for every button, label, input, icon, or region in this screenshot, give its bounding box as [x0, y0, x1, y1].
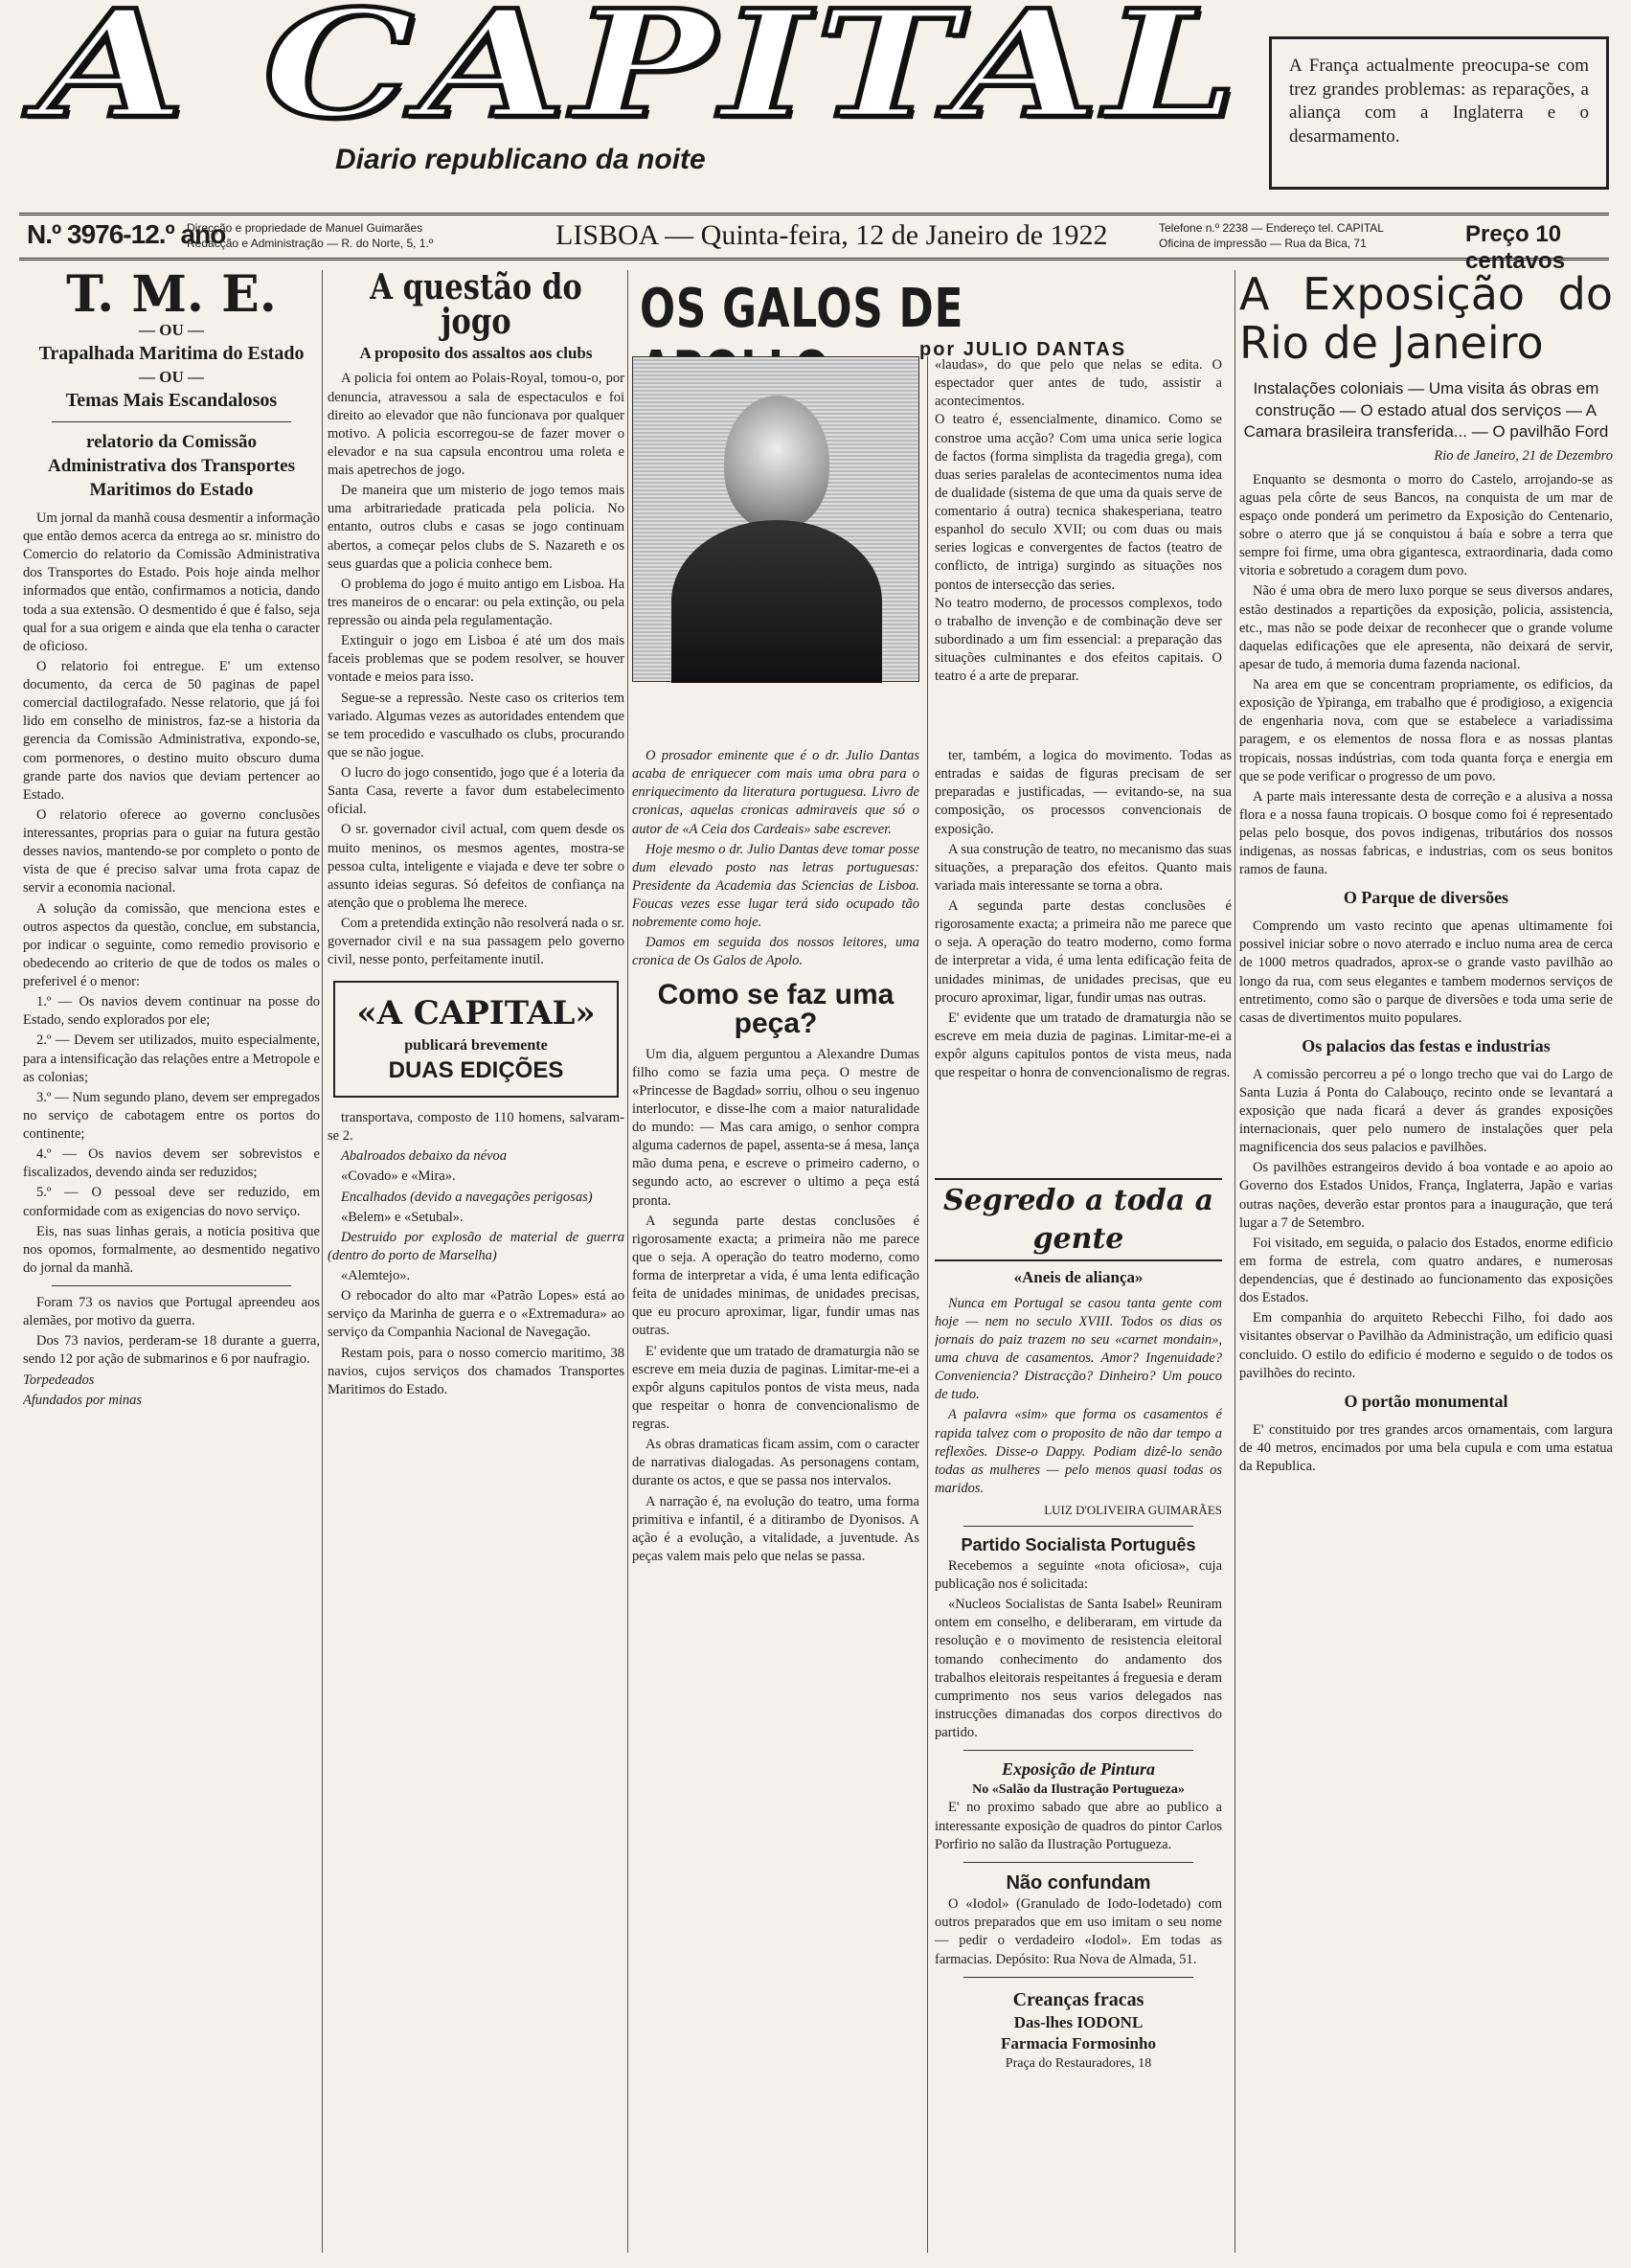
section-heading: Partido Socialista Português — [961, 1535, 1196, 1555]
article-dateline: Rio de Janeiro, 21 de Dezembro — [1434, 447, 1613, 464]
paragraph: «Nucleos Socialistas de Santa Isabel» Reuniram ontem em conselho, e deliberaram, em virtude da resolução e o movimento de resistencia eleitoral tomando conhecimento do andamento dos trabalhos eleitorais respeitantes á freguesia e deram cumprimento nos seus varios delegados nas instrucções dimanadas dos corpos directivos do partido. — [935, 1597, 1222, 1741]
list-heading: Destruido por explosão de material de guerra (dentro do porto de Marselha) — [328, 1229, 624, 1263]
announcement-title: «A CAPITAL» — [356, 994, 596, 1033]
ad-line: Farmacia Formosinho — [1001, 2034, 1156, 2053]
article-author: por JULIO DANTAS — [919, 339, 1127, 360]
paragraph: As obras dramaticas ficam assim, com o caracter de narrativas dialogadas. As personagens contam, durante os actos, e que se passa nos intervalos. — [632, 1437, 919, 1489]
portrait-caption: Hoje mesmo o dr. Julio Dantas deve tomar posse dum elevado posto nas letras portuguesas: Presidente da Academia das Sciencias de Lisboa. Foucas vezes esse lugar terá sido ocupado tão nobremente como hoje. — [632, 841, 919, 931]
paragraph: Um dia, alguem perguntou a Alexandre Dumas filho como se fazia uma peça. O mestre de «Princesse de Bagdad» sorriu, olhou o seu ingenuo interlocutor, e disse-lhe com a maior naturalidade do mundo: — Mas cara amigo, o senhor compra alguma cadernos de papel, assenta-se á mesa, lança mão duma pena, e escreve o primeiro caderno, o segundo acto, ao escrever o ultimo a peça está pronta. — [632, 1046, 919, 1209]
paragraph: Recebemos a seguinte «nota oficiosa», cuja publicação nos é solicitada: — [935, 1557, 1222, 1593]
price: Preço 10 centavos — [1465, 221, 1566, 274]
contact-line-2: Oficina de impressão — Rua da Bica, 71 — [1159, 236, 1367, 250]
paragraph: transportava, composto de 110 homens, salvaram-se 2. — [328, 1110, 624, 1145]
column-rule — [927, 356, 928, 2253]
direction-line-1: Direcção e propriedade de Manuel Guimarães — [187, 221, 423, 235]
article-questao-do-jogo — [328, 270, 624, 2253]
paragraph: A comissão percorreu a pé o longo trecho que vai do Largo de Santa Luzia á Ponta do Calabouço, recinto onde se levantará a exposição que nada ficará a dever ás grandes exposições internacionais, quer pelo numero de instalações quer pela magnificencia dos seus palacios e pavilhões. — [1239, 1066, 1613, 1156]
paragraph: O relatorio oferece ao governo conclusões interessantes, proprias para o guiar na futura gestão desses navios, mantendo-se por completo o ponto de vista de que é preciso salvar uma frota capaz de servir a economia nacional. — [23, 806, 320, 896]
section-heading: O Parque de diversões — [1343, 888, 1509, 908]
paragraph: A solução da comissão, que menciona estes e outros aspectos da questão, conclue, em substancia, por indicar o seguinte, como remedio provisorio e obedecendo ao criterio de que de todos os males o preferivel é o menor: — [23, 900, 320, 990]
ad-line: Das-lhes IODONL — [1013, 2013, 1144, 2032]
paragraph: Enquanto se desmonta o morro do Castelo, arrojando-se as aguas pela côrte de seus Bancos, na conquista de um mar de espaço onde ponderá um perimetro da Exposição do Centenario, sobre o aterro que já se conquistou á baía e sobre a terra que sempre foi firme, uma obra gigantesca, extraordinaria, dada como vitoria e sobretudo a coragem dum povo. — [1239, 471, 1613, 579]
paragraph: O «Iodol» (Granulado de Iodo-Iodetado) com outros preparados que em uso imitam o seu nome — pedir o verdadeiro «Iodol». Em todas as farmacias. Depósito: Rua Nova de Almada, 51. — [935, 1896, 1222, 1967]
section-title: Segredo a toda a gente — [935, 1178, 1222, 1261]
direction-info — [187, 221, 512, 251]
column-rule — [627, 270, 628, 2253]
article-tme — [23, 270, 320, 2253]
article-galos-intro — [935, 356, 1222, 739]
paragraph: E' constituido por tres grandes arcos ornamentais, com largura de 40 metros, encimados por uma bela cupula e com uma estatua da Republica. — [1239, 1421, 1613, 1474]
paragraph: Nunca em Portugal se casou tanta gente com hoje — nem no seculo XVIII. Todos os dias os jornais do paiz trazem no seu «carnet mondain», uma chuva de casamentos. Amor? Ingenuidade? Conveniencia? Distracção? Dinheiro? Um pouco de tudo. — [935, 1295, 1222, 1403]
paragraph: Com a pretendida extinção não resolverá nada o sr. governador civil e na sua passagem pelo governo civil, nesse ponto, perfeitamente inutil. — [328, 916, 624, 968]
paragraph: «laudas», do que pelo que nelas se edita. O espectador quer antes de tudo, assistir a acontecimentos. — [935, 357, 1222, 410]
paragraph: Em companhia do arquiteto Rebecchi Filho, foi dado aos visitantes observar o Pavilhão da Administração, um edificio quasi concluido. O estilo do edificio é moderno e seguido o de todos os pavilhões do recinto. — [1239, 1310, 1613, 1381]
article-subtitle: Temas Mais Escandalosos — [65, 390, 278, 412]
masthead — [19, 0, 1631, 215]
article-segredo — [935, 1178, 1222, 2251]
article-title: A Exposição do Rio de Janeiro — [1239, 270, 1613, 369]
paragraph: Foram 73 os navios que Portugal apreendeu aos alemães, por motivo da guerra. — [23, 1295, 320, 1329]
article-title: A questão do jogo — [370, 270, 582, 342]
author-portrait — [632, 356, 919, 682]
list-heading: Afundados por minas — [23, 1392, 143, 1408]
paragraph: A parte mais interessante desta de correção e a alusiva a nossa flora e a nossa fauna tropicais. O bosque como foi é representado pelas pelo bosque, dos povos indigenas, tributários dos nossos indigenas, as nossas fabricas, e industrias, com os seus bonitos ramos de fauna. — [1239, 788, 1613, 878]
paragraph: De maneira que um misterio de jogo temos mais uma arbitrariedade praticada pela policia. No entanto, outros clubs e casas se jogo continuam abertos, a começar pelos clubs de S. Nazareth e os seus guardas que a policia conhece bem. — [328, 483, 624, 572]
issue-number: N.º 3976-12.º ano — [27, 219, 226, 249]
portrait-caption: O prosador eminente que é o dr. Julio Dantas acaba de enriquecer com mais uma obra para o enriquecimento da literatura portuguesa. Livro de cronicas, aquelas cronicas admiraveis que só o autor de «A Ceia dos Cardeais» sabe escrever. — [632, 748, 919, 837]
divider — [52, 421, 291, 422]
paragraph: O lucro do jogo consentido, jogo que é a loteria da Santa Casa, reverte a favor dum estabelecimento oficial. — [328, 765, 624, 818]
list-item: «Alemtejo». — [341, 1268, 411, 1284]
paragraph: A policia foi ontem ao Polais-Royal, tomou-o, por denuncia, atravessou a sala de espectaculos e foi direito ao elevador que não funcionava por qualquer motivo. A policia escorregou-se de fazer mover o elevador e na sua capsula encontrou uma roleta e mais apetrechos de jogo. — [328, 371, 624, 479]
paragraph: Eis, nas suas linhas gerais, a noticia positiva que nos opomos, formalmente, ao desmentido negativo do jornal da manhã. — [23, 1223, 320, 1276]
paragraph: O teatro é, essencialmente, dinamico. Como se constroe uma acção? Com uma unica serie logica de factos (forma simplista da tragedia grega), com duas series paralelas de acontecimentos numa idea de dualidade (sistema de que uma da quais serve de comentario á outra) tecnica shakesperiana, teatro espanhol do seculo XVII; ou com duas ou mais series logicas e convergentes de factos (teatro de conflicto, de intriga) surgindo as situações nos pontos de intersecção das series. — [935, 412, 1222, 593]
paragraph: O rebocador do alto mar «Patrão Lopes» está ao serviço da Marinha de guerra e o «Extremadura» ao serviço da Companhia Nacional de Navegação. — [328, 1288, 624, 1341]
newspaper-tagline: Diario republicano da noite — [335, 144, 706, 175]
portrait-caption: Damos em seguida dos nossos leitores, uma cronica de Os Galos de Apolo. — [632, 935, 919, 969]
paragraph: ter, também, a logica do movimento. Todas as entradas e saidas de figuras precisam de ser preparadas e justificadas, — evitando-se, na sua composição, os processos convencionais de exposição. — [935, 748, 1232, 837]
article-title: T. M. E. — [66, 270, 277, 324]
article-deck: relatorio da Comissão Administrativa dos Transportes Maritimos do Estado — [48, 431, 295, 500]
direction-line-2: Redacção e Administração — R. do Norte, 5, 1.º — [187, 236, 434, 250]
article-deck: Instalações coloniais — Uma visita ás obras em construção — O estado atual dos serviços — A Camara brasileira transferida... — O pavilhão Ford — [1243, 379, 1609, 442]
article-deck: A proposito dos assaltos aos clubs — [359, 344, 593, 362]
headline-separator: — OU — — [139, 321, 204, 339]
list-item: 2.º — Devem ser utilizados, muito especialmente, para a intensificação das relações entre a Metropole e as colonias; — [23, 1032, 320, 1085]
column-rule — [322, 270, 323, 2253]
article-subtitle: Trapalhada Maritima do Estado — [38, 343, 305, 365]
section-heading: Exposição de Pintura — [1001, 1759, 1155, 1780]
contact-line-1: Telefone n.º 2238 — Endereço tel. CAPITAL — [1159, 221, 1384, 235]
divider — [963, 1862, 1193, 1863]
section-heading: Como se faz uma peça? — [657, 978, 895, 1039]
dateline: LISBOA — Quinta-feira, 12 de Janeiro de 1922 — [555, 219, 1108, 251]
paragraph: O relatorio foi entregue. E' um extenso documento, da cerca de 50 paginas de papel comercial dactilografado. Nesse relatorio, que já foi lido em conselho de ministros, faz-se a historia da gerencia da Comissão Administrativa, expondo-se, com pormenores, o destino muito obscuro duma grande parte dos navios que deviam pertencer ao Estado. — [23, 658, 320, 803]
list-heading: Torpedeados — [23, 1372, 95, 1388]
info-bar — [19, 213, 1609, 274]
paragraph: Segue-se a repressão. Neste caso os criterios tem variado. Algumas vezes as autoridades entendem que se tem procedido e vasculhado os clubs, procurando que se não jogue. — [328, 690, 624, 760]
divider — [963, 1977, 1193, 1978]
signature: LUIZ D'OLIVEIRA GUIMARÃES — [1044, 1503, 1222, 1517]
portrait-face — [724, 396, 829, 530]
section-heading: Não confundam — [1006, 1871, 1151, 1894]
paragraph: Comprendo um vasto recinto que apenas ultimamente foi possivel iniciar sobre o novo aterrado e incluo numa area de cerca de 1000 metros quadrados, aprox-se o grande vasto pavilhão ao longo da rua, com seus elegantes e tambem modernos serviços de entretimento, como são o parque de diversões e toda uma serie de casas de divertimentos muito populares. — [1239, 919, 1613, 1026]
divider — [963, 1750, 1193, 1751]
advertisement — [935, 1987, 1222, 2074]
section-heading: Os palacios das festas e industrias — [1302, 1035, 1551, 1055]
list-item: 1.º — Os navios devem continuar na posse do Estado, sendo explorados por ele; — [23, 994, 320, 1029]
paragraph: Não é uma obra de mero luxo porque se seus diversos andares, estão destinados a repartições da exposição, policia, assistencia, etc., mas não se pode deixar de reconhecer que o grande volume daquelas edificações que ele apresenta, não deixará de servir, apesar de tudo, á memoria duma fazenda nacional. — [1239, 583, 1613, 672]
list-item: 5.º — O pessoal deve ser reduzido, em conformidade com as exigencias do novo serviço. — [23, 1185, 320, 1219]
article-title: OS GALOS DE — [640, 278, 964, 340]
paragraph: No teatro moderno, de processos complexos, todo o trabalho de invenção e de combinação deve ser subordinado a um fim essencial: a preparação das situações culminantes e dos efeitos capitais. O teatro é a arte de preparar. — [935, 595, 1222, 685]
paragraph: Dos 73 navios, perderam-se 18 durante a guerra, sendo 12 por ação de submarinos e 6 por naufragio. — [23, 1333, 320, 1368]
paragraph: Restam pois, para o nosso comercio maritimo, 38 navios, cujos serviços dos chamados Transportes Maritimos do Estado. — [328, 1345, 624, 1397]
paragraph: E' no proximo sabado que abre ao publico a interessante exposição de quadros do pintor Carlos Porfirio no salão da Ilustração Portugueza. — [935, 1800, 1222, 1852]
paragraph: O problema do jogo é muito antigo em Lisboa. Ha tres maneiros de o encarar: ou pela extinção, ou pela repressão ou ainda pela regulamentação. — [328, 576, 624, 629]
paragraph: O sr. governador civil actual, com quem desde os muito meninos, os mesmos agentes, mostra-se pessoa culta, inteligente e viajada e deve ter sobre o assunto ideias seguras. Só defeitos de confiança na atenção que o problema lhe merece. — [328, 822, 624, 911]
headline-separator: — OU — — [139, 367, 204, 386]
ad-title: Creanças fracas — [1012, 1988, 1144, 2010]
paragraph: A segunda parte destas conclusões é rigorosamente exacta; a primeira não me parece que o seja. A operação do teatro moderno, como forma de interpretar a vida, é uma lenta edificação feita de unidades minimas, de unidades precisas, que eu procuro aproximar, ligar, fundir umas nas outras. — [632, 1213, 919, 1339]
paragraph: A segunda parte destas conclusões é rigorosamente exacta; a primeira não me parece que o seja. A operação do teatro moderno, como forma de interpretar a vida, é uma lenta edificação feita de unidades minimas, de unidades precisas, que eu procuro aproximar, ligar, fundir umas nas outras. — [935, 898, 1232, 1006]
ad-line: Praça do Restauradores, 18 — [1005, 2055, 1152, 2071]
article-galos-body — [632, 747, 919, 2251]
list-heading: Encalhados (devido a navegações perigosas) — [341, 1189, 593, 1205]
paragraph: A sua construção de teatro, no mecanismo das suas situações, a preparação dos efeitos. Quanto mais variada mais interessante se torna a obra. — [935, 841, 1232, 894]
announcement-line: publicará brevemente — [404, 1037, 548, 1055]
paragraph: Extinguir o jogo em Lisboa é até um dos mais faceis problemas que se podem resolver, se houver vontade e meios para isso. — [328, 633, 624, 686]
list-item: «Belem» e «Setubal». — [341, 1209, 464, 1225]
paragraph: A palavra «sim» que forma os casamentos é rapida talvez com o proposito de não dar tempo a reflexões. Disse-o Dappy. Podiam dizê-lo senão todas as mulheres — pelo menos quasi todas os maridos. — [935, 1407, 1222, 1496]
paragraph: E' evidente que um tratado de dramaturgia não se escreve em meia duzia de paginas. Limitar-me-ei a expôr alguns capitulos pontos de vista meus, nada que respeitar o honra de convencionalismo de regras. — [935, 1009, 1232, 1081]
divider — [52, 1285, 291, 1286]
list-item: «Covado» e «Mira». — [341, 1168, 456, 1185]
list-heading: Abalroados debaixo da névoa — [341, 1148, 508, 1165]
paragraph: Foi visitado, em seguida, o palacio dos Estados, enorme edificio em forma de estrela, com quatro andares, e numerosas dependencias, que é destinado ao funcionamento das exposições dos Estados. — [1239, 1235, 1613, 1306]
notice-box: A França actualmente preocupa-se com trez grandes problemas: as reparações, a aliança com a Inglaterra e o desarmamento. — [1269, 36, 1609, 190]
announcement-line: DUAS EDIÇÕES — [388, 1057, 564, 1084]
paragraph: Um jornal da manhã cousa desmentir a informação que então demos acerca da entrega ao sr. ministro do Comercio do relatorio da Comissão Administrativa dos Transportes do Estado. Pois hoje ainda melhor informados que então, confirmamos a noticia, dando toda a sua extensão. O desmentido é que é falso, seja qual for a sua origem e ainda que ela tenha o caracter de oficioso. — [23, 510, 320, 654]
list-item: 3.º — Num segundo plano, devem ser empregados no serviço de cabotagem entre os portos do continente; — [23, 1089, 320, 1143]
section-heading: O portão monumental — [1344, 1391, 1508, 1411]
list-item: 4.º — Os navios devem ser sobrevistos e fiscalizados, devendo ainda ser reduzidos; — [23, 1146, 320, 1181]
divider — [963, 1526, 1193, 1527]
paragraph: Na area em que se concentram propriamente, os edificios, da exposição de Ypiranga, em trabalho que é prodigioso, a exigencia de engenharia nova, com que se estabelece a variadissima paragem, e os elementos de nossa flora e as nossas plantas tropicais, nossas indústrias, com toda quanta força e energia em que se pode verificar o progresso de um povo. — [1239, 677, 1613, 784]
contact-info — [1159, 221, 1465, 251]
paragraph: Os pavilhões estrangeiros devido á boa vontade e ao apoio ao Governo dos Estados Unidos, França, Inglaterra, Japão e varias outras nações, deverão estar prontos para a inauguração, que terá lugar a 7 de Setembro. — [1239, 1160, 1613, 1231]
paragraph: E' evidente que um tratado de dramaturgia não se escreve em meia duzia de paginas. Limitar-me-ei a expôr alguns capitulos pontos de vista meus, nada que respeitar o honra de convencionalismo de regras. — [632, 1343, 919, 1432]
article-exposicao — [1239, 270, 1613, 2253]
paragraph: A narração é, na evolução do teatro, uma forma primitiva e infantil, é a ditirambo de Dyonisos. A ação é a evolução, a vitalidade, a juventude. As peças valem mais pelo que nelas se passa. — [632, 1493, 919, 1564]
announcement-box — [333, 981, 619, 1098]
section-subheading: No «Salão da Ilustração Portugueza» — [972, 1781, 1185, 1797]
newspaper-logo: A CAPITAL — [38, 0, 1244, 151]
section-heading: «Aneis de aliança» — [1013, 1268, 1144, 1287]
portrait-body — [671, 520, 882, 683]
